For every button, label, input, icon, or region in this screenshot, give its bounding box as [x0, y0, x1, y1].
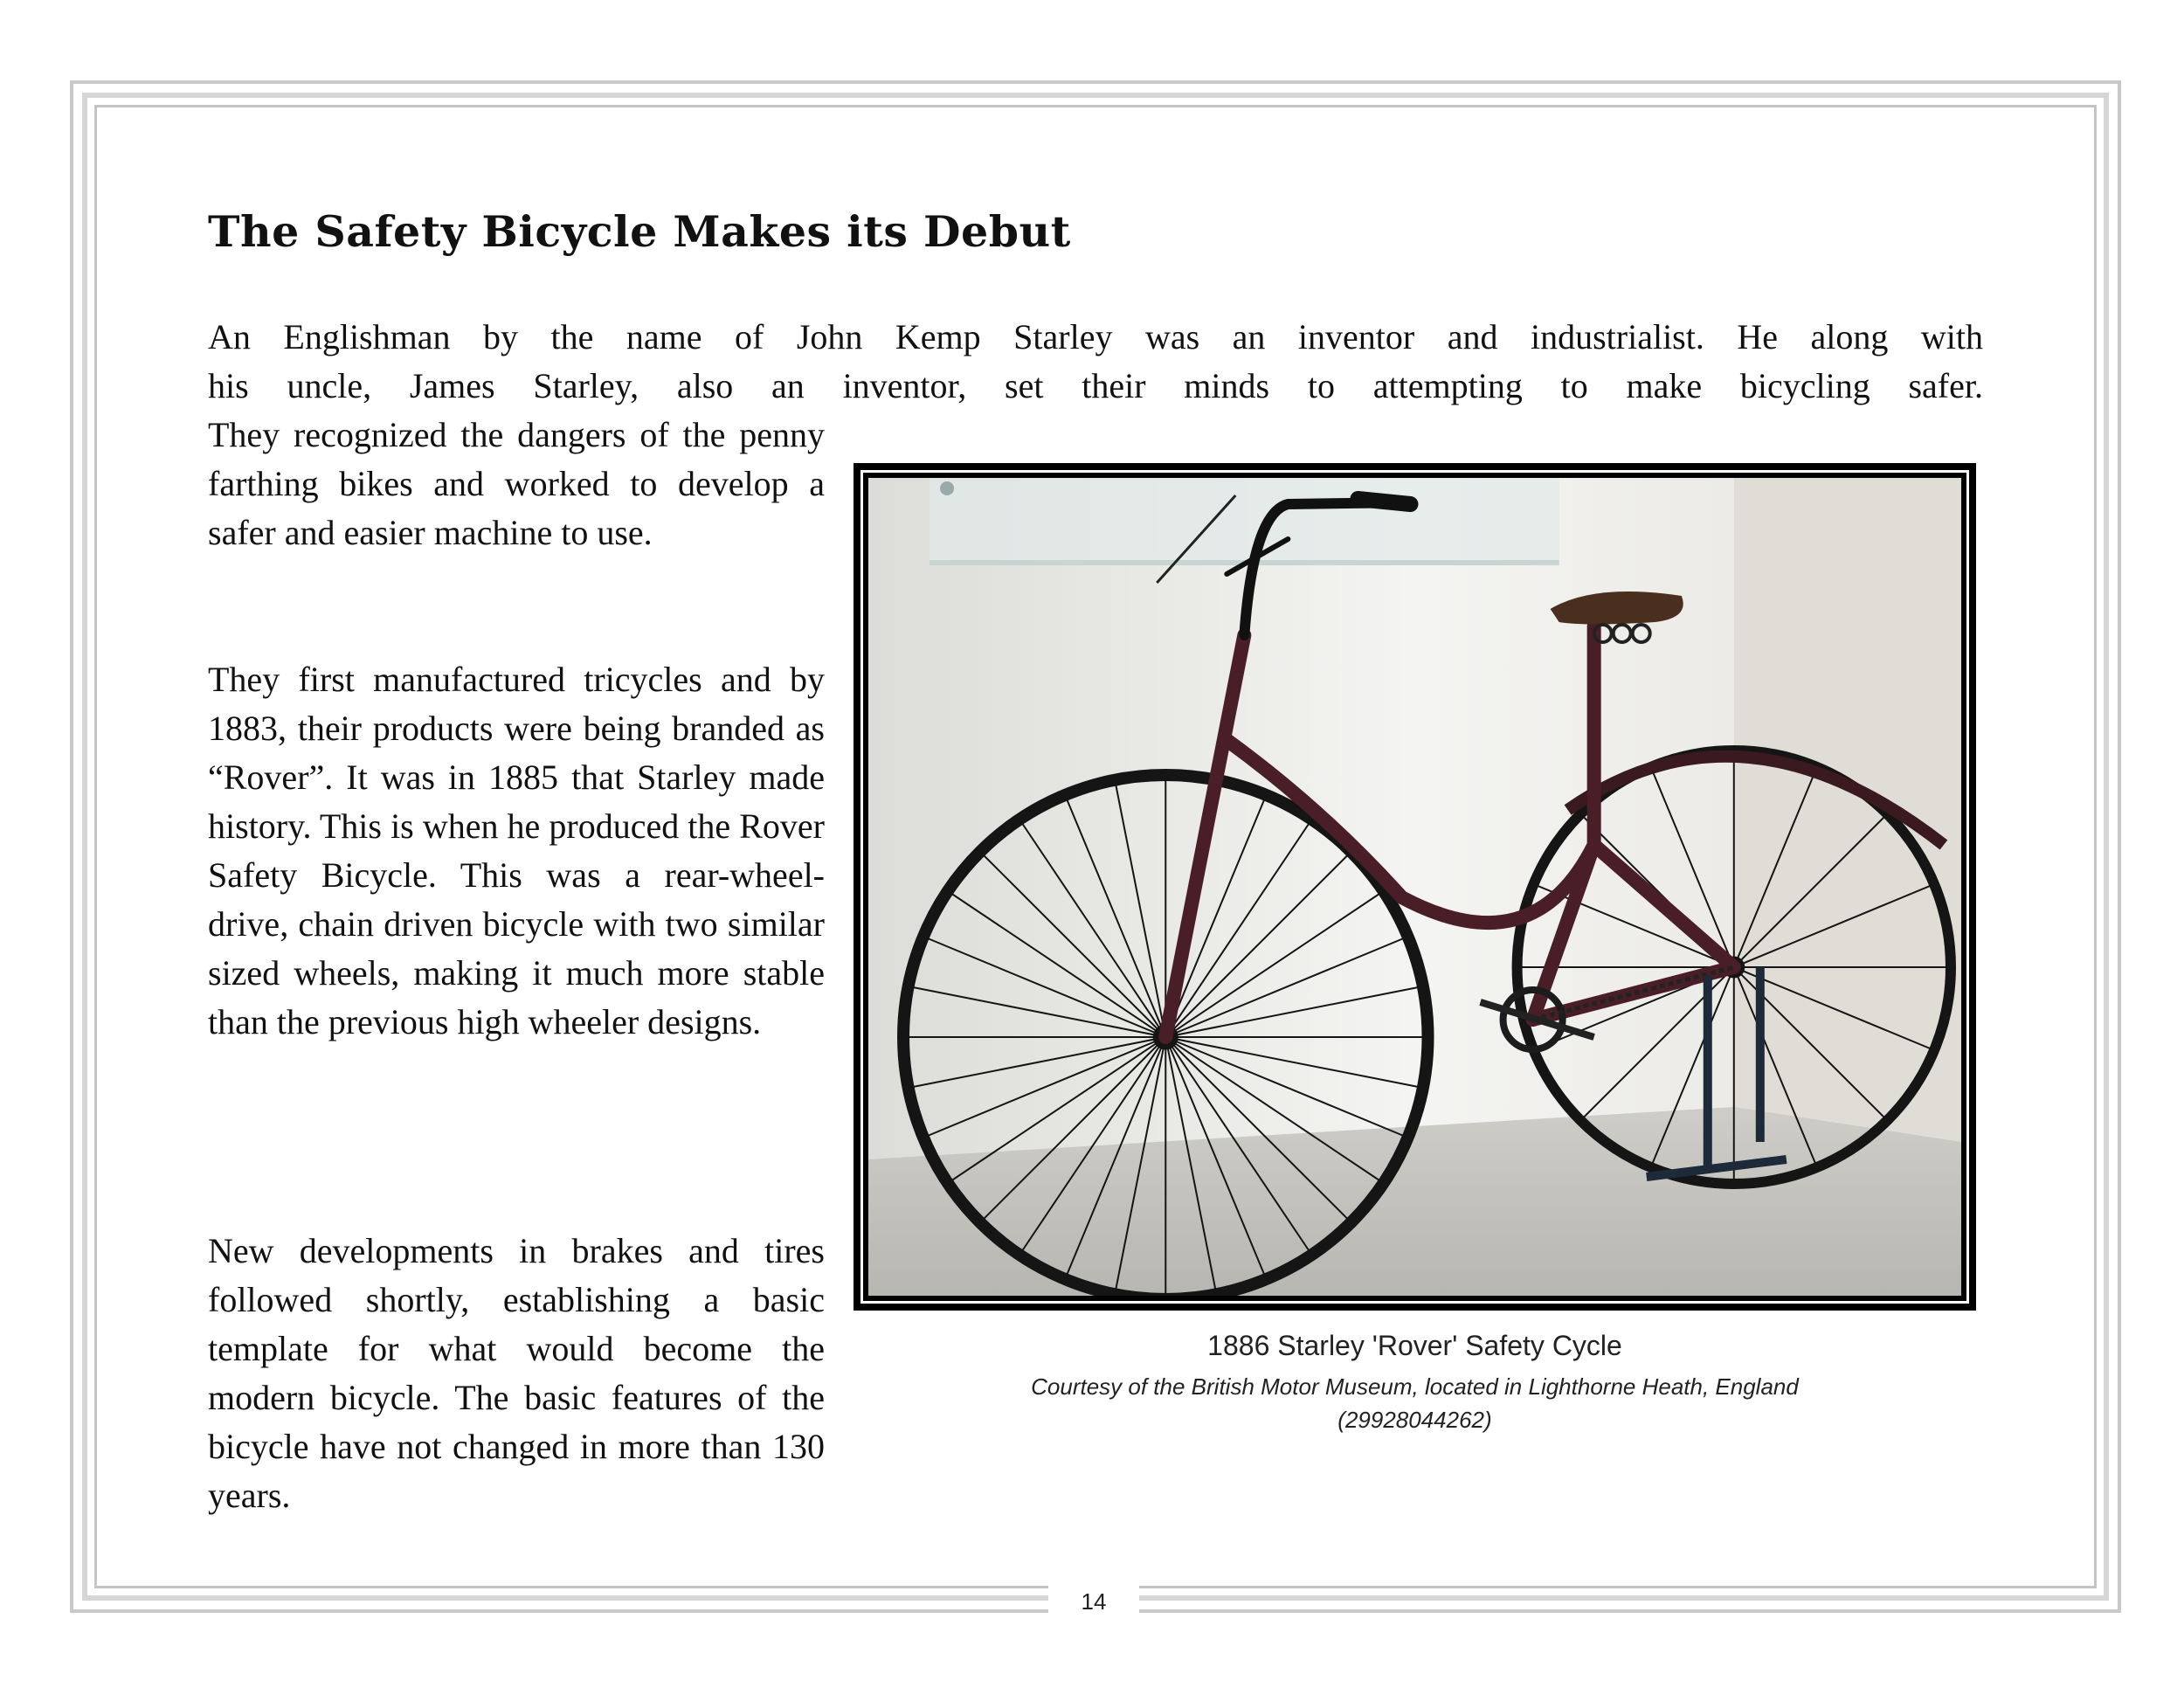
page-number: 14 — [1081, 1588, 1107, 1615]
paragraph-rover-history: They first manufactured tricycles and by 1883, their products were being branded as “Rover”. It was in 1885 that Starley made history. This is when he produced the Rover Safety Bicycle. This was a rear-wheel-drive, chain driven bicycle with two similar sized wheels, making it much more stable than the previous high wheeler designs. — [208, 660, 825, 1041]
paragraph-developments: New developments in brakes and tires followed shortly, establishing a basic template for what would become the modern bicycle. The basic features of the bicycle have not changed in more than 130 years. — [208, 1231, 825, 1515]
intro-line-2: his uncle, James Starley, also an inventor, set their minds to attempting to make bicycling safer. — [208, 366, 1983, 405]
intro-line-1: An Englishman by the name of John Kemp Starley was an inventor and industrialist. He along with — [208, 317, 1983, 356]
figure-credit-line-2: (29928044262) — [1337, 1407, 1492, 1433]
figure-credit-line-1: Courtesy of the British Motor Museum, located in Lighthorne Heath, England — [1031, 1373, 1799, 1400]
bicycle-photo-frame — [854, 463, 1976, 1311]
figure-credit — [854, 1370, 1976, 1436]
page-title: The Safety Bicycle Makes its Debut — [208, 206, 1071, 257]
figure-caption: 1886 Starley 'Rover' Safety Cycle — [1207, 1330, 1622, 1361]
paragraph-dangers: They recognized the dangers of the penny farthing bikes and worked to develop a safer and easier machine to use. — [208, 415, 825, 552]
bicycle-photo — [868, 478, 1961, 1296]
